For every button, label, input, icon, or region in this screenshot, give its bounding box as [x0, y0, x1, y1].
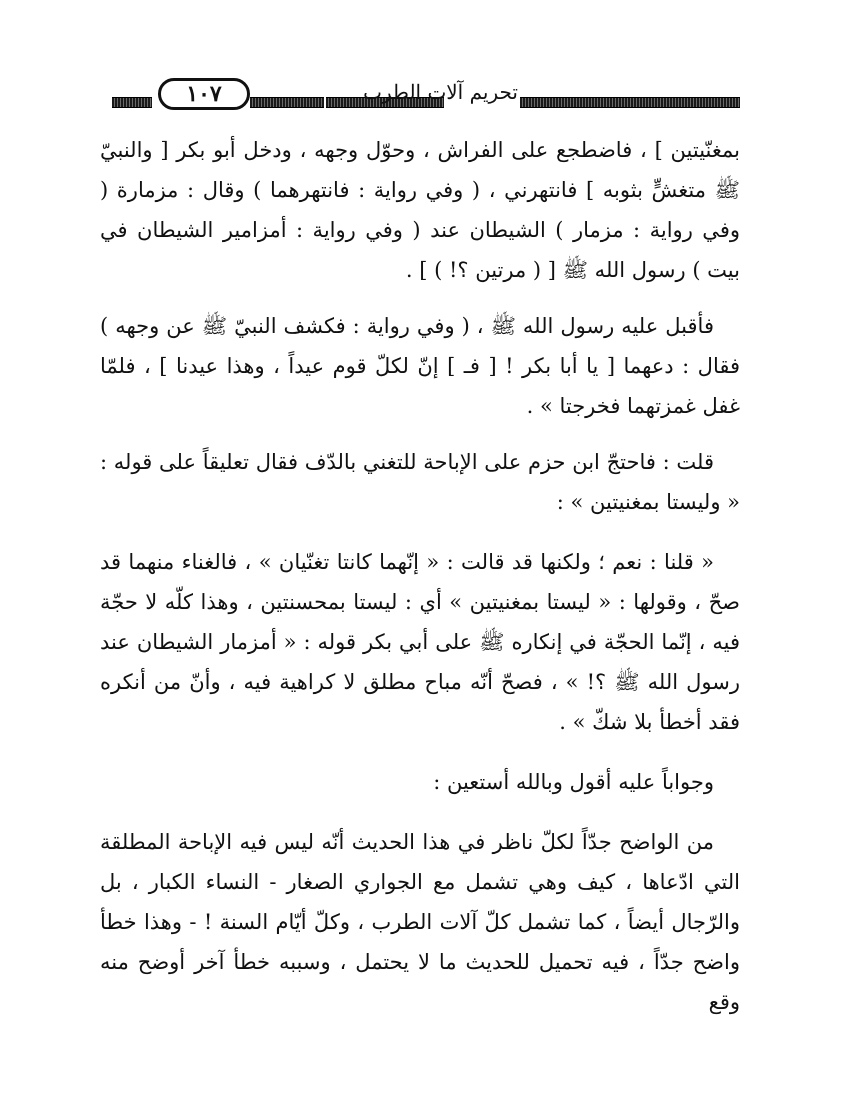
- header-rule-right: [520, 97, 740, 108]
- paragraph-author-reply-intro: وجواباً عليه أقول وبالله أستعين :: [433, 770, 714, 794]
- header-rule-ornament: [250, 97, 324, 108]
- running-title: تحريم آلات الطرب: [363, 80, 518, 104]
- paragraph-hadith-continuation: بمغنّيتين ] ، فاضطجع على الفراش ، وحوّل وجهه ، ودخل أبو بكر [ والنبيّ ﷺ متغشٍّ بثوبه ] فانتهرني ، ( وفي رواية : فانتهرهما ) وقال : مزمارة ( وفي رواية : مزمار ) الشيطان عند ( وفي رواية : أمزامير الشيطان في بيت ) رسول الله ﷺ [ ( مرتين ؟! ) ] .: [100, 138, 740, 282]
- paragraph-author-reply: من الواضح جدّاً لكلّ ناظر في هذا الحديث أنّه ليس فيه الإباحة المطلقة التي ادّعاها ، كيف وهي تشمل مع الجواري الصغار - النساء الكبار ، بل والرّجال أيضاً ، كما تشمل كلّ آلات الطرب ، وكلّ أيّام السنة ! - وهذا خطأ واضح جدّاً ، فيه تحميل للحديث ما لا يحتمل ، وسببه خطأ آخر أوضح منه وقع: [100, 830, 740, 1014]
- paragraph-ibn-hazm-quote: « قلنا : نعم ؛ ولكنها قد قالت : « إنّهما كانتا تغنّيان » ، فالغناء منهما قد صحّ ، وقولها : « ليستا بمغنيتين » أي : ليستا بمحسنتين ، وهذا كلّه لا حجّة فيه ، إنّما الحجّة في إنكاره ﷺ على أبي بكر قوله : « أمزمار الشيطان عند رسول الله ﷺ ؟! » ، فصحّ أنّه مباح مطلق لا كراهية فيه ، وأنّ من أنكره فقد أخطأ بلا شكّ » .: [100, 550, 740, 734]
- running-header: [112, 78, 740, 118]
- header-rule-left: [112, 97, 152, 108]
- page-number: ١٠٧: [158, 78, 250, 110]
- body-text: [100, 130, 740, 1022]
- paragraph-ibn-hazm-intro: قلت : فاحتجّ ابن حزم على الإباحة للتغني بالدّف فقال تعليقاً على قوله : « وليستا بمغنيتين » :: [100, 450, 740, 514]
- page-number-ornament: [152, 78, 322, 110]
- paragraph-prophet-response: فأقبل عليه رسول الله ﷺ ، ( وفي رواية : فكشف النبيّ ﷺ عن وجهه ) فقال : دعهما [ يا أبا بكر ! [ فـ ] إنّ لكلّ قوم عيداً ، وهذا عيدنا ] ، فلمّا غفل غمزتهما فخرجتا » .: [100, 314, 740, 418]
